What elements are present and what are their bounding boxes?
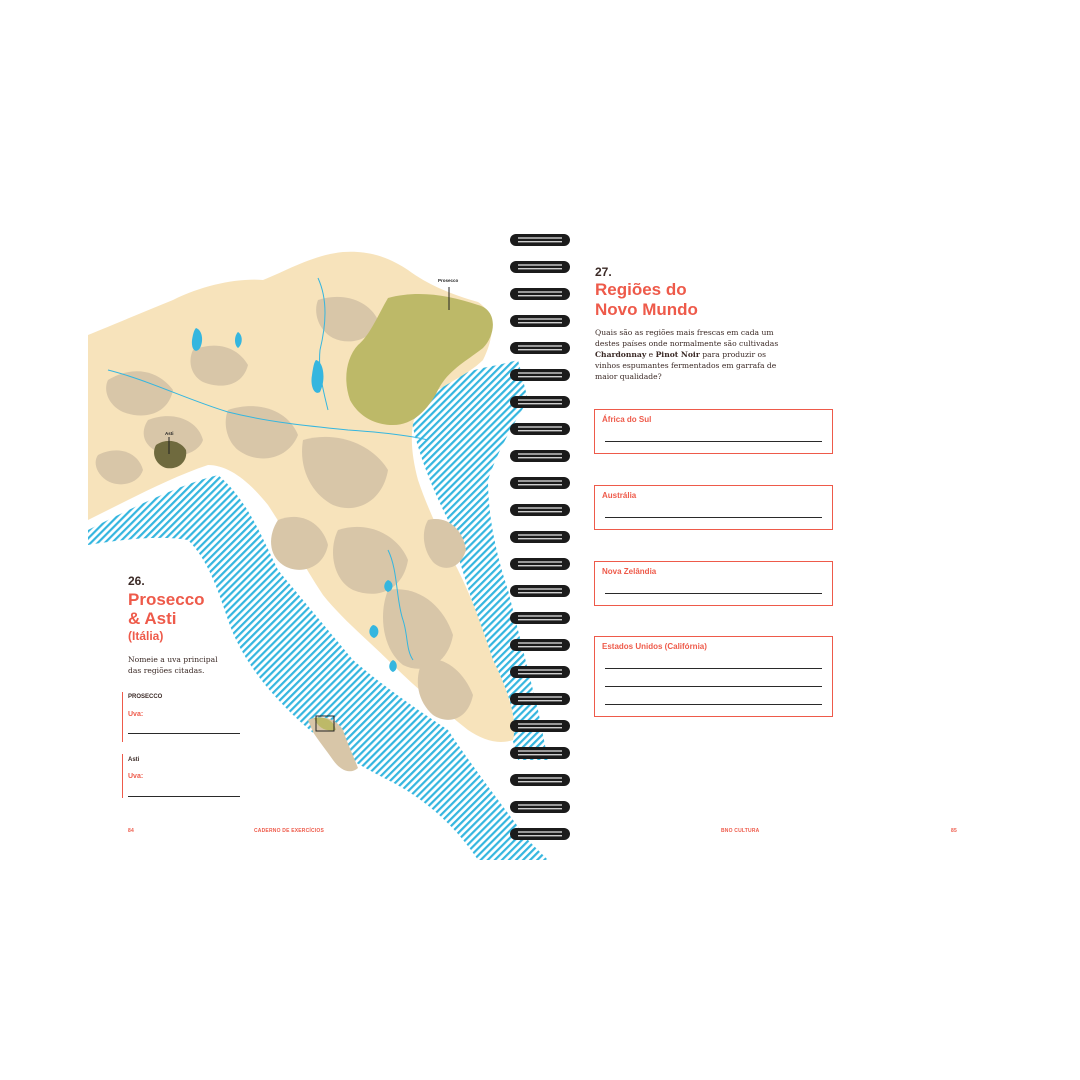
prosecco-region-label: PROSECCO <box>128 694 163 700</box>
binding-ring <box>510 450 570 462</box>
binding-ring <box>510 801 570 813</box>
binding-ring <box>510 504 570 516</box>
answer-line[interactable] <box>605 686 822 687</box>
question-line5: maior qualidade? <box>595 372 662 381</box>
asti-region-label: Asti <box>128 757 140 763</box>
exercise-27-title-line1: Regiões do <box>595 280 687 299</box>
answer-box-nova-zelandia[interactable] <box>594 561 833 606</box>
exercise-number-27: 27. <box>595 265 612 279</box>
binding-ring <box>510 234 570 246</box>
binding-ring <box>510 342 570 354</box>
binding-ring <box>510 747 570 759</box>
binding-ring <box>510 639 570 651</box>
prosecco-answer-bar <box>122 692 123 742</box>
question-and: e <box>648 350 654 359</box>
prosecco-answer-line[interactable] <box>128 733 240 734</box>
question-line3-rest: para produzir os <box>702 350 766 359</box>
answer-box-label: África do Sul <box>602 415 652 424</box>
binding-ring <box>510 693 570 705</box>
left-footer-title: CADERNO DE EXERCÍCIOS <box>254 828 325 834</box>
asti-map-label: Asti <box>165 431 174 436</box>
binding-ring <box>510 720 570 732</box>
exercise-number-26: 26. <box>128 574 145 588</box>
question-bold-chardonnay: Chardonnay <box>595 350 647 359</box>
answer-line[interactable] <box>605 668 822 669</box>
answer-line[interactable] <box>605 593 822 594</box>
right-footer-title: BNO CULTURA <box>721 828 760 834</box>
italy-map <box>88 240 548 860</box>
binding-ring <box>510 477 570 489</box>
question-line1: Quais são as regiões mais frescas em cada um <box>595 328 774 337</box>
binding-ring <box>510 315 570 327</box>
answer-box-estados-unidos[interactable] <box>594 636 833 717</box>
asti-answer-line[interactable] <box>128 796 240 797</box>
answer-line[interactable] <box>605 704 822 705</box>
binding-ring <box>510 666 570 678</box>
right-footer-page-number: 85 <box>951 828 957 834</box>
question-line4: vinhos espumantes fermentados em garrafa de <box>595 361 777 370</box>
exercise-instruction-line1: Nomeie a uva principal <box>128 655 218 664</box>
left-footer-page-number: 84 <box>128 828 134 834</box>
exercise-subtitle: (Itália) <box>128 629 164 643</box>
answer-line[interactable] <box>605 441 822 442</box>
binding-ring <box>510 558 570 570</box>
answer-box-africa-do-sul[interactable] <box>594 409 833 454</box>
answer-box-label: Nova Zelândia <box>602 567 657 576</box>
binding-ring <box>510 261 570 273</box>
exercise-title-line2: & Asti <box>128 609 177 628</box>
asti-answer-bar <box>122 754 123 798</box>
answer-box-label: Austrália <box>602 491 637 500</box>
binding-ring <box>510 288 570 300</box>
binding-ring <box>510 774 570 786</box>
binding-ring <box>510 612 570 624</box>
binding-ring <box>510 423 570 435</box>
binding-ring <box>510 369 570 381</box>
exercise-27-title-line2: Novo Mundo <box>595 300 698 319</box>
answer-line[interactable] <box>605 517 822 518</box>
prosecco-map-label: Prosecco <box>438 278 459 283</box>
question-line3 <box>595 349 766 360</box>
exercise-title-line1: Prosecco <box>128 590 205 609</box>
binding-ring <box>510 585 570 597</box>
exercise-instruction-line2: das regiões citadas. <box>128 666 205 675</box>
spiral-binding <box>508 232 572 852</box>
binding-ring <box>510 828 570 840</box>
answer-box-australia[interactable] <box>594 485 833 530</box>
question-bold-pinot-noir: Pinot Noir <box>655 350 700 359</box>
asti-grape-label: Uva: <box>128 773 144 780</box>
binding-ring <box>510 531 570 543</box>
question-line2: destes países onde normalmente são cultivadas <box>595 339 779 348</box>
prosecco-grape-label: Uva: <box>128 711 144 718</box>
answer-box-label: Estados Unidos (Califórnia) <box>602 642 707 651</box>
binding-ring <box>510 396 570 408</box>
